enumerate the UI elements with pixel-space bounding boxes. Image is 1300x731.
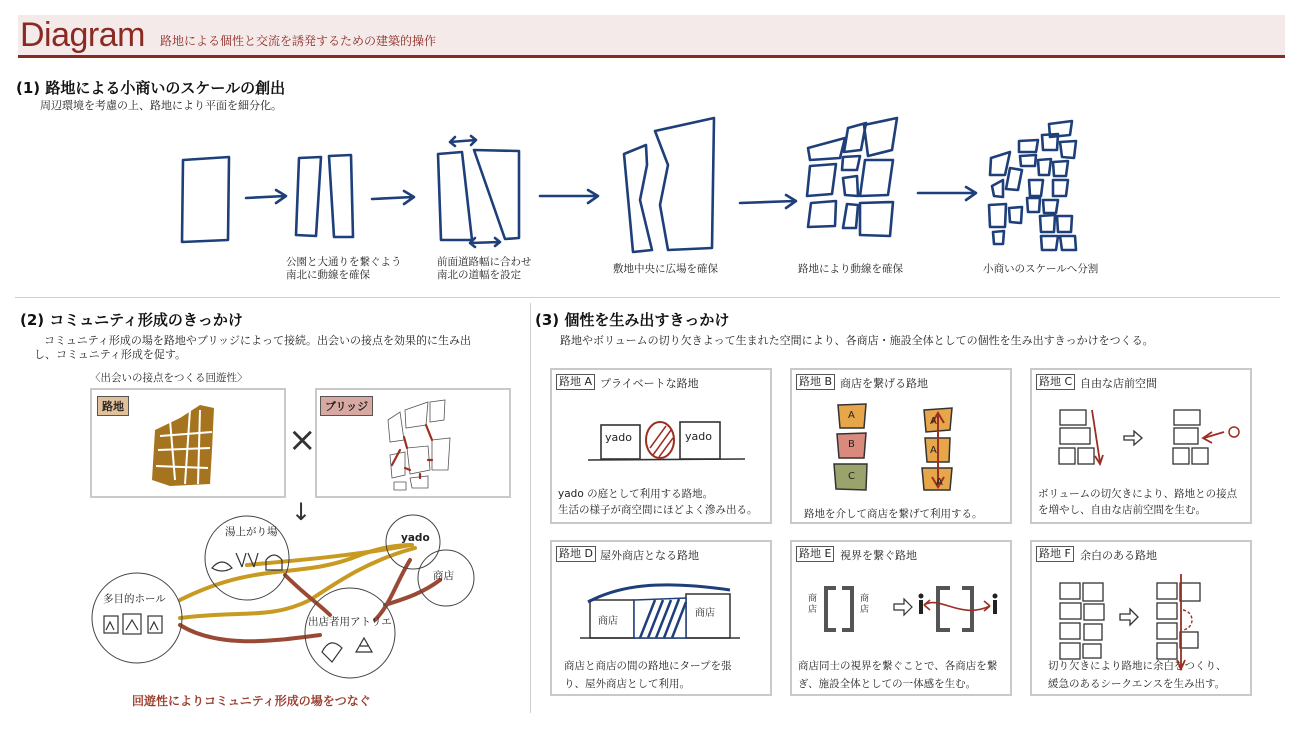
yado-label: yado — [401, 532, 430, 544]
panel-b-tag: 路地 B — [796, 374, 835, 390]
panel-d-desc-l1: 商店と商店の間の路地にタープを張 — [564, 660, 732, 672]
panel-e-shoten-right: 商店 — [860, 594, 870, 615]
panel-d-tag: 路地 D — [556, 546, 596, 562]
section2-caption: 回遊性によりコミュニティ形成の場をつなぐ — [132, 694, 371, 708]
panel-d-desc-l2: り、屋外商店として利用。 — [564, 678, 690, 690]
panel-a-tag: 路地 A — [556, 374, 595, 390]
arrow-icon — [1124, 431, 1142, 445]
private-garden-icon — [646, 422, 674, 458]
panel-a-desc-l1: yado の庭として利用する路地。 — [558, 488, 714, 500]
panel-d-title: 屋外商店となる路地 — [600, 549, 699, 562]
block-b-label: B — [848, 439, 855, 450]
panel-c-title: 自由な店前空間 — [1080, 377, 1157, 390]
down-arrow-icon: ↓ — [291, 498, 312, 526]
panel-f-desc-l2: 緩急のあるシークエンスを生み出す。 — [1048, 678, 1226, 690]
section1-title: (1) 路地による小商いのスケールの創出 — [16, 79, 286, 97]
panel-c-tag: 路地 C — [1036, 374, 1075, 390]
shoten-label: 商店 — [433, 570, 454, 582]
section2-note-l1: コミュニティ形成の場を路地やブリッジによって接続。出会いの接点を効果的に生み出 — [44, 334, 472, 347]
page-subtitle: 路地による個性と交流を誘発するための建築的操作 — [160, 34, 437, 48]
panel-e-shoten-left: 商店 — [808, 594, 818, 615]
person-icon — [1229, 427, 1239, 437]
yuagari-label: 湯上がり場 — [225, 526, 278, 538]
section1-note: 周辺環境を考慮の上、路地により平面を細分化。 — [40, 99, 282, 112]
step3-caption: 敷地中央に広場を確保 — [613, 263, 718, 275]
section2-note-l2: し、コミュニティ形成を促す。 — [34, 348, 187, 361]
panel-e-title: 視界を繋ぐ路地 — [840, 549, 917, 562]
panel-a-title: プライベートな路地 — [600, 377, 699, 390]
panel-f-title: 余白のある路地 — [1080, 549, 1157, 562]
panel-c-desc-l2: を増やし、自由な店前空間を生む。 — [1038, 504, 1206, 516]
section3-title: (3) 個性を生み出すきっかけ — [535, 311, 730, 329]
atelier-label: 出店者用アトリエ — [308, 616, 392, 628]
panel-e-desc-l2: ぎ、施設全体としての一体感を生む。 — [798, 678, 977, 690]
tag-bridge: ブリッジ — [320, 396, 373, 416]
hall-label: 多目的ホール — [103, 593, 166, 605]
step1-caption-l2: 南北に動線を確保 — [286, 269, 370, 281]
step5-caption: 小商いのスケールへ分割 — [983, 263, 1099, 275]
panel-a-yado-right: yado — [685, 430, 712, 443]
panel-f-desc-l1: 切り欠きにより路地に余白をつくり、 — [1048, 660, 1227, 672]
block-a-label: A — [848, 410, 855, 421]
panel-a-yado-left: yado — [605, 431, 632, 444]
cross-symbol: × — [288, 420, 317, 460]
block-c-label: C — [848, 471, 855, 482]
panel-d-shoten-left: 商店 — [598, 616, 618, 627]
step2-caption-l1: 前面道路幅に合わせ — [437, 256, 532, 268]
block-a3-label: A — [930, 445, 937, 456]
panel-b-desc-l1: 路地を介して商店を繋げて利用する。 — [804, 508, 983, 520]
panel-f-tag: 路地 F — [1036, 546, 1074, 562]
panel-d-shoten-right: 商店 — [695, 608, 715, 619]
tag-roji: 路地 — [97, 396, 129, 416]
section2-title: (2) コミュニティ形成のきっかけ — [20, 311, 243, 329]
block-a2-label: A — [930, 416, 937, 427]
panel-a-desc-l2: 生活の様子が商空間にほどよく滲み出る。 — [558, 504, 758, 516]
step2-caption-l2: 南北の道幅を設定 — [437, 269, 521, 281]
page-title: Diagram — [20, 16, 145, 54]
panel-e-desc-l1: 商店同士の視界を繋ぐことで、各商店を繋 — [798, 660, 998, 672]
block-a4-label: A — [936, 477, 943, 488]
section3-note: 路地やボリュームの切り欠きよって生まれた空間により、各商店・施設全体としての個性を生み出すきっかけをつくる。 — [560, 334, 1154, 347]
step1-caption-l1: 公園と大通りを繋ぐよう — [286, 256, 402, 268]
step4-caption: 路地により動線を確保 — [798, 263, 903, 275]
panel-b-title: 商店を繋げる路地 — [840, 377, 928, 390]
panel-e-tag: 路地 E — [796, 546, 834, 562]
section2-sublabel: 〈出会いの接点をつくる回遊性〉 — [90, 372, 248, 384]
panel-c-desc-l1: ボリュームの切欠きにより、路地との接点 — [1038, 488, 1238, 500]
